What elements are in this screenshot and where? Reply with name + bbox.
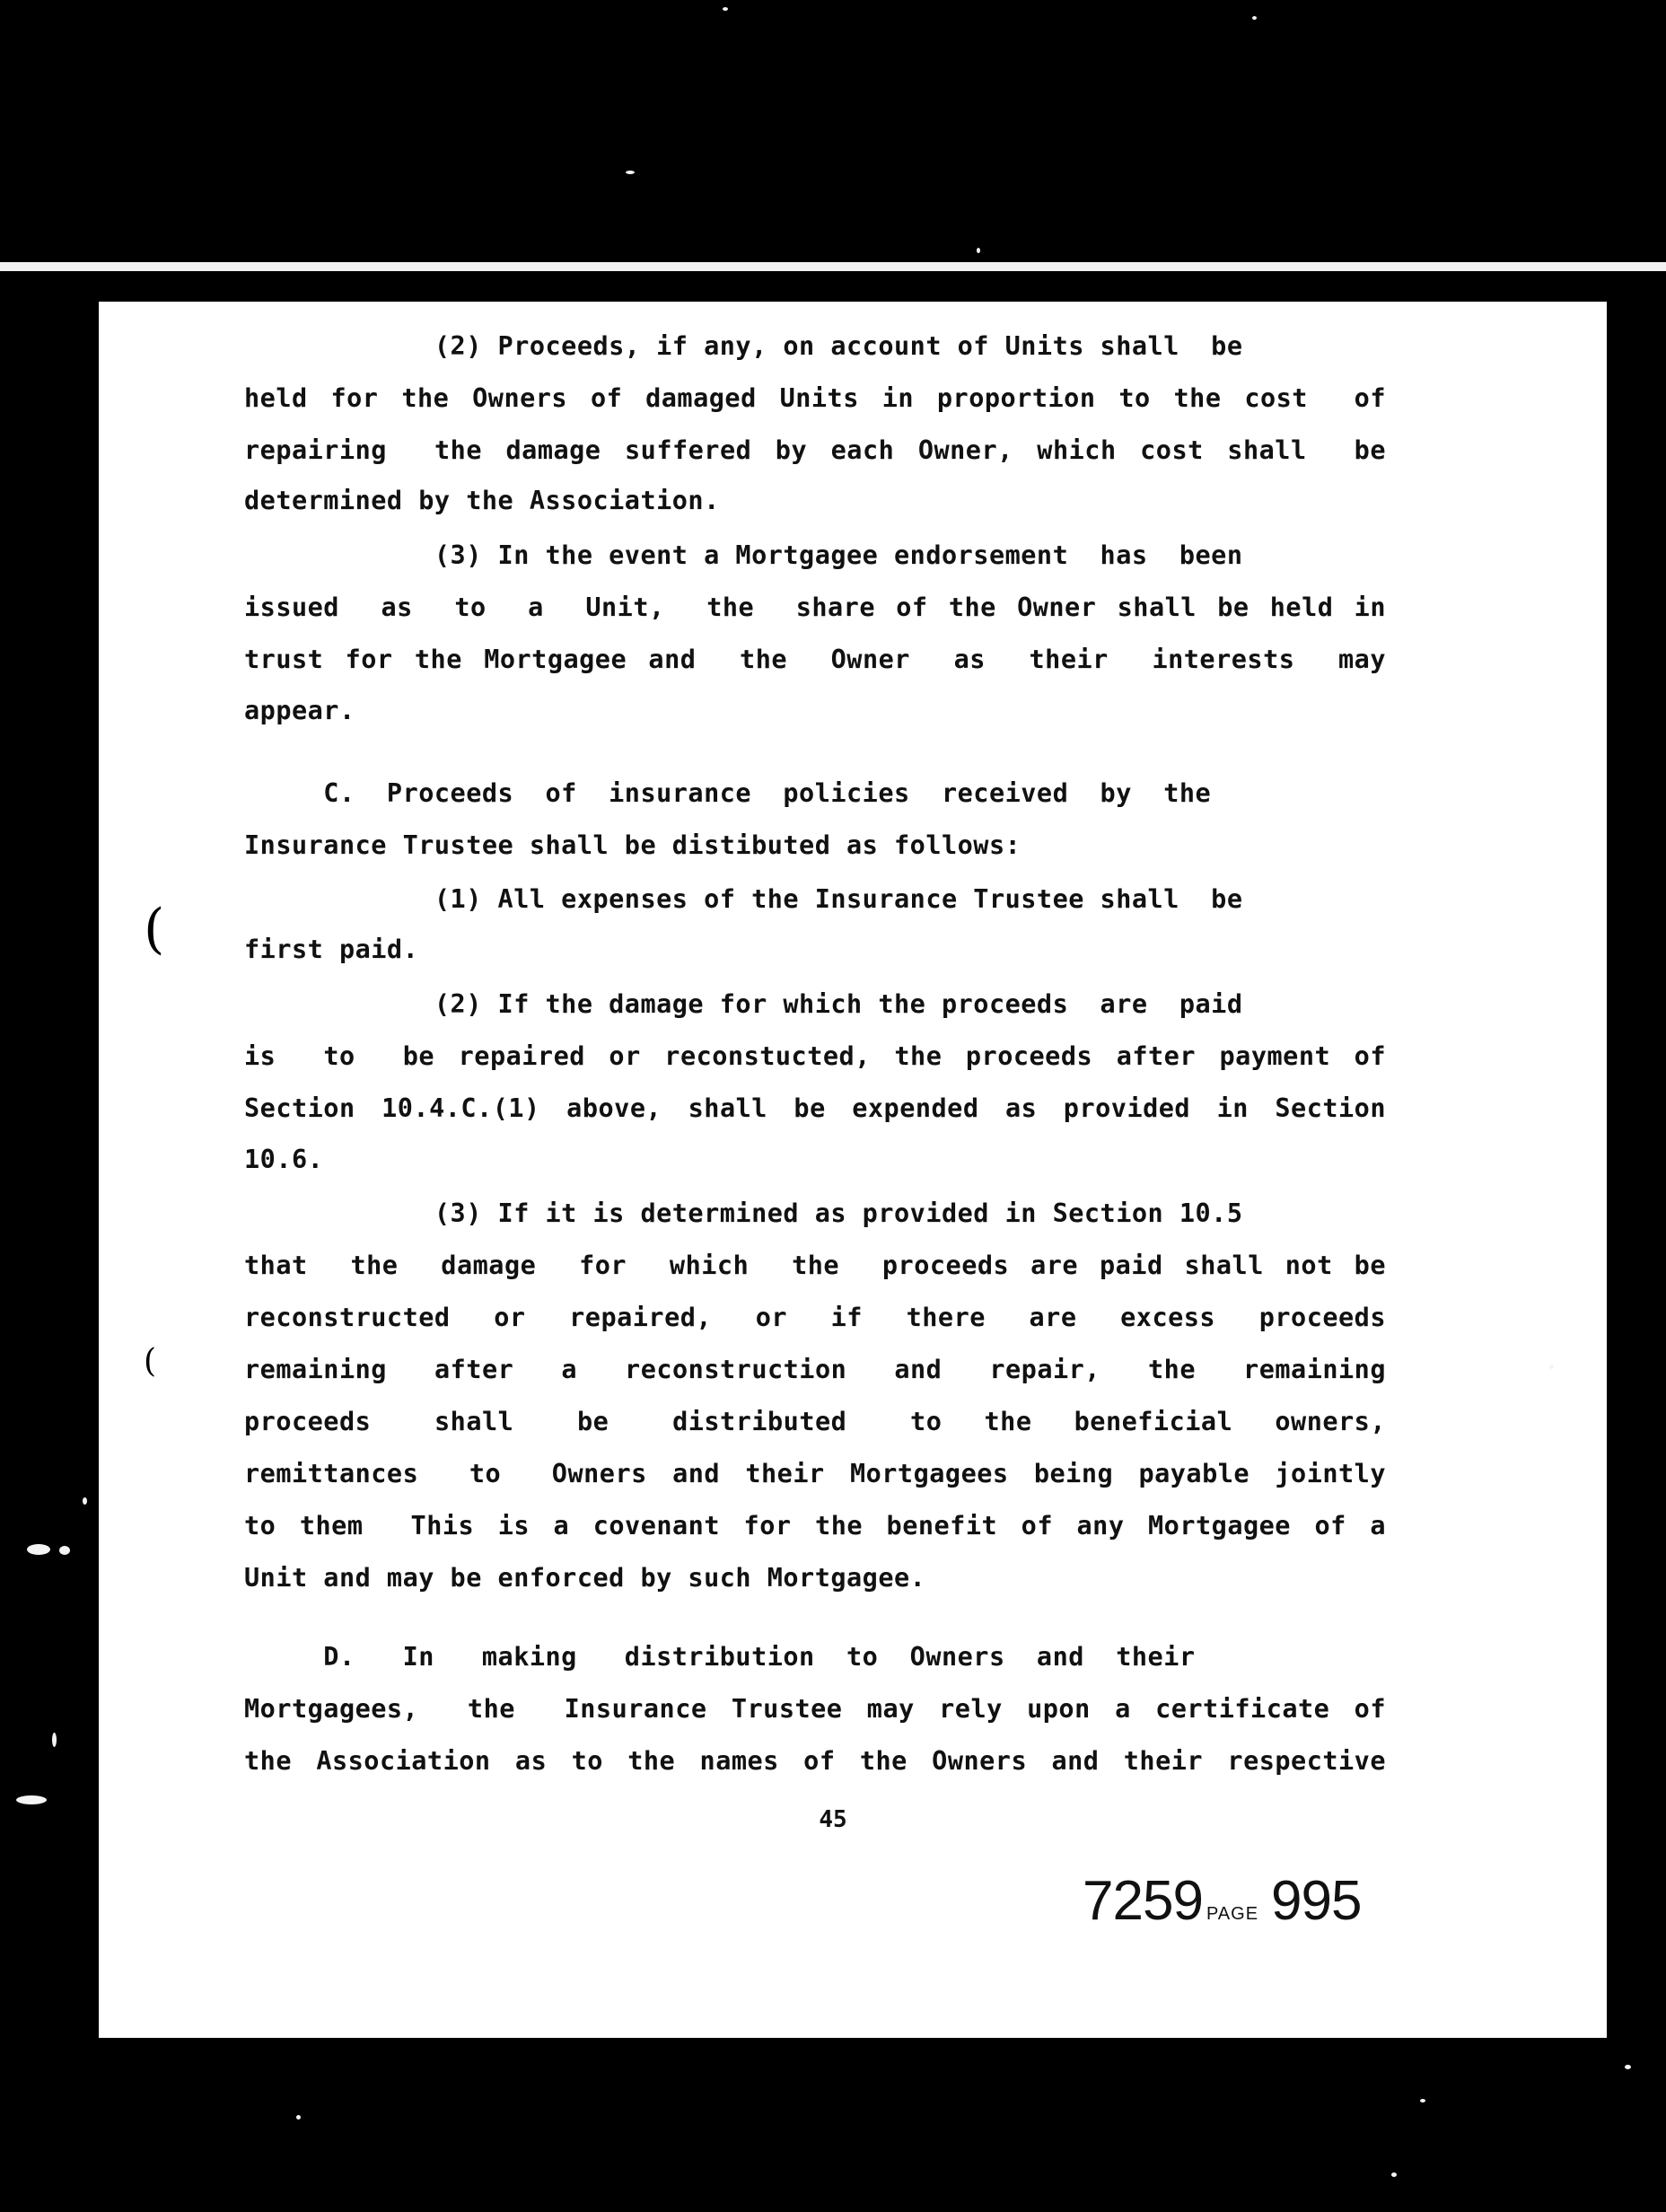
- text-line: repairing the damage suffered by each Owner, which cost shall be: [244, 435, 1386, 465]
- text-line: Unit and may be enforced by such Mortgagee.: [244, 1563, 926, 1593]
- text-line: held for the Owners of damaged Units in proportion to the cost of: [244, 383, 1386, 413]
- scan-speck: [1252, 16, 1257, 20]
- text-line: issued as to a Unit, the share of the Owner shall be held in: [244, 592, 1386, 622]
- page-label: PAGE: [1206, 1904, 1259, 1924]
- scan-speck: [16, 1795, 47, 1804]
- text-line: that the damage for which the proceeds are paid shall not be: [244, 1251, 1386, 1280]
- text-line: proceeds shall be distributed to the beneficial owners,: [244, 1407, 1386, 1436]
- text-line: appear.: [244, 696, 355, 725]
- text-line: reconstructed or repaired, or if there are excess proceeds: [244, 1303, 1386, 1332]
- hole-punch-mark: (: [144, 1343, 157, 1380]
- text-line: (2) If the damage for which the proceeds are paid: [244, 989, 1243, 1019]
- text-line: C. Proceeds of insurance policies received by the: [244, 778, 1212, 808]
- scan-border-line: [0, 262, 1666, 271]
- text-line: (1) All expenses of the Insurance Trustee shall be: [244, 884, 1243, 914]
- text-line: remittances to Owners and their Mortgagees being payable jointly: [244, 1459, 1386, 1488]
- text-line: is to be repaired or reconstucted, the proceeds after payment of: [244, 1041, 1386, 1071]
- scan-speck: [626, 171, 635, 174]
- scan-speck: [59, 1546, 70, 1555]
- book-page-stamp: [1083, 1869, 1361, 1933]
- text-line: first paid.: [244, 935, 419, 964]
- text-line: remaining after a reconstruction and repair, the remaining: [244, 1355, 1386, 1384]
- text-line: (3) If it is determined as provided in Section 10.5: [244, 1198, 1243, 1228]
- text-line: trust for the Mortgagee and the Owner as their interests may: [244, 645, 1386, 674]
- text-line: determined by the Association.: [244, 486, 720, 515]
- text-line: (2) Proceeds, if any, on account of Units shall be: [244, 331, 1243, 361]
- scan-speck: [1625, 2065, 1631, 2069]
- scan-speck: [27, 1544, 50, 1555]
- text-line: 10.6.: [244, 1145, 324, 1174]
- text-line: to them This is a covenant for the benefit of any Mortgagee of a: [244, 1511, 1386, 1540]
- text-line: the Association as to the names of the Owners and their respective: [244, 1746, 1386, 1776]
- text-line: (3) In the event a Mortgagee endorsement has been: [244, 540, 1243, 570]
- scan-speck: [1549, 1365, 1554, 1369]
- hole-punch-mark: (: [144, 898, 165, 961]
- scan-speck: [52, 1733, 57, 1747]
- stamp-page-number: 995: [1271, 1870, 1362, 1932]
- text-line: Mortgagees, the Insurance Trustee may rely upon a certificate of: [244, 1694, 1386, 1724]
- text-line: D. In making distribution to Owners and their: [244, 1642, 1196, 1672]
- scan-speck: [977, 248, 980, 253]
- scan-speck: [1391, 2172, 1397, 2177]
- text-line: Insurance Trustee shall be distibuted as follows:: [244, 830, 1022, 860]
- text-line: Section 10.4.C.(1) above, shall be expended as provided in Section: [244, 1093, 1386, 1123]
- book-number: 7259: [1083, 1870, 1203, 1932]
- scan-speck: [723, 7, 728, 11]
- scan-speck: [83, 1497, 87, 1505]
- scan-speck: [1420, 2099, 1425, 2102]
- page-number: 45: [819, 1806, 847, 1833]
- scan-speck: [296, 2115, 301, 2120]
